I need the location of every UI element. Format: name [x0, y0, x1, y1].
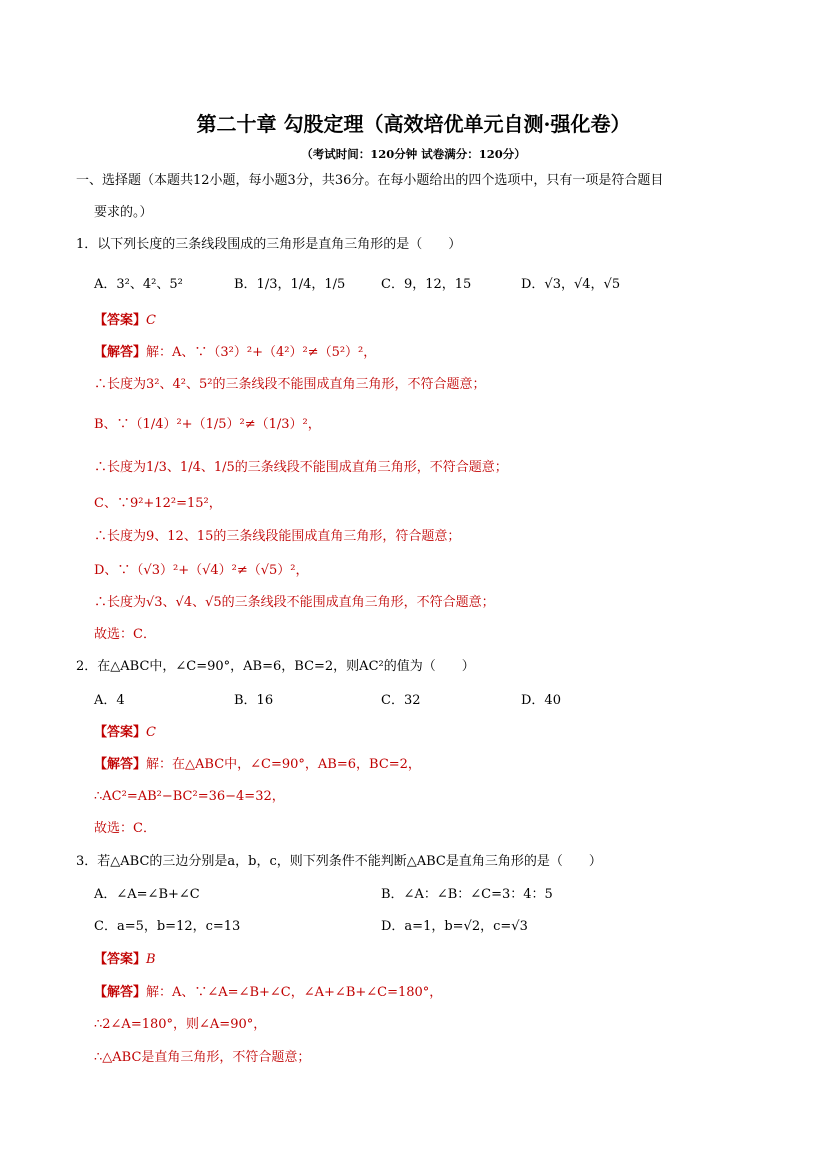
q1-option-a: A．3²、4²、5² [94, 277, 183, 292]
analysis-text: 解：在△ABC中，∠C=90°，AB=6，BC=2， [146, 757, 421, 772]
q2-stem: 2．在△ABC中，∠C=90°，AB=6，BC=2，则AC²的值为（ ） [76, 659, 475, 674]
exam-info: （考试时间：120分钟 试卷满分：120分） [301, 147, 526, 161]
q3-answer [94, 951, 156, 969]
section-heading-line1: 一、选择题（本题共12小题，每小题3分，共36分。在每小题给出的四个选项中，只有一项是符合题目 [76, 173, 664, 188]
answer-value: C [146, 725, 156, 740]
q1-analysis-line: D、∵（√3）²+（√4）²≠（√5）²， [94, 563, 309, 578]
q3-option-d: D．a=1，b=√2，c=√3 [381, 919, 528, 934]
answer-value: C [146, 313, 156, 328]
q2-answer [94, 724, 156, 742]
analysis-label: 【解答】 [94, 345, 147, 360]
q2-option-b: B．16 [234, 693, 274, 708]
q1-analysis-line [94, 344, 376, 362]
q1-stem: 1．以下列长度的三条线段围成的三角形是直角三角形的是（ ） [76, 237, 462, 252]
q1-analysis-line: B、∵（1/4）²+（1/5）²≠（1/3）²， [94, 417, 321, 432]
q2-option-d: D．40 [521, 693, 561, 708]
q2-analysis-line [94, 756, 421, 774]
q3-option-a: A．∠A=∠B+∠C [94, 887, 200, 902]
page-title: 第二十章 勾股定理（高效培优单元自测·强化卷） [196, 112, 631, 136]
analysis-label: 【解答】 [94, 757, 147, 772]
q1-analysis-line: ∴长度为1/3、1/4、1/5的三条线段不能围成直角三角形，不符合题意； [94, 460, 508, 475]
analysis-text: 解：A、∵（3²）²+（4²）²≠（5²）²， [146, 345, 377, 360]
q1-analysis-line: C、∵9²+12²=15²， [94, 496, 222, 511]
analysis-label: 【解答】 [94, 985, 147, 1000]
q3-option-b: B．∠A：∠B：∠C=3：4：5 [381, 887, 553, 902]
analysis-text: 解：A、∵∠A=∠B+∠C，∠A+∠B+∠C=180°， [146, 985, 443, 1000]
q2-option-c: C．32 [381, 693, 421, 708]
q3-analysis-line: ∴2∠A=180°，则∠A=90°， [94, 1017, 267, 1032]
section-heading-line2: 要求的。） [94, 205, 153, 220]
q2-option-a: A．4 [94, 693, 125, 708]
q2-analysis-line: ∴AC²=AB²−BC²=36−4=32， [94, 789, 285, 804]
answer-value: B [146, 952, 156, 967]
answer-label: 【答案】 [94, 952, 147, 967]
q3-stem: 3．若△ABC的三边分别是a，b，c，则下列条件不能判断△ABC是直角三角形的是（ ） [76, 854, 602, 869]
answer-label: 【答案】 [94, 725, 147, 740]
q3-option-c: C．a=5，b=12，c=13 [94, 919, 241, 934]
q1-option-c: C．9，12，15 [381, 277, 472, 292]
q1-option-d: D．√3，√4，√5 [521, 277, 621, 292]
q3-analysis-line: ∴△ABC是直角三角形，不符合题意； [94, 1050, 311, 1065]
q1-answer [94, 312, 156, 330]
q1-analysis-line: ∴长度为3²、4²、5²的三条线段不能围成直角三角形，不符合题意； [94, 377, 486, 392]
q3-analysis-line [94, 984, 442, 1002]
q1-analysis-line: ∴长度为√3、√4、√5的三条线段不能围成直角三角形，不符合题意； [94, 595, 495, 610]
q2-analysis-line: 故选：C． [94, 821, 156, 836]
answer-label: 【答案】 [94, 313, 147, 328]
q1-analysis-line: ∴长度为9、12、15的三条线段能围成直角三角形，符合题意； [94, 529, 461, 544]
q1-option-b: B．1/3，1/4，1/5 [234, 277, 346, 292]
q1-analysis-line: 故选：C． [94, 627, 156, 642]
